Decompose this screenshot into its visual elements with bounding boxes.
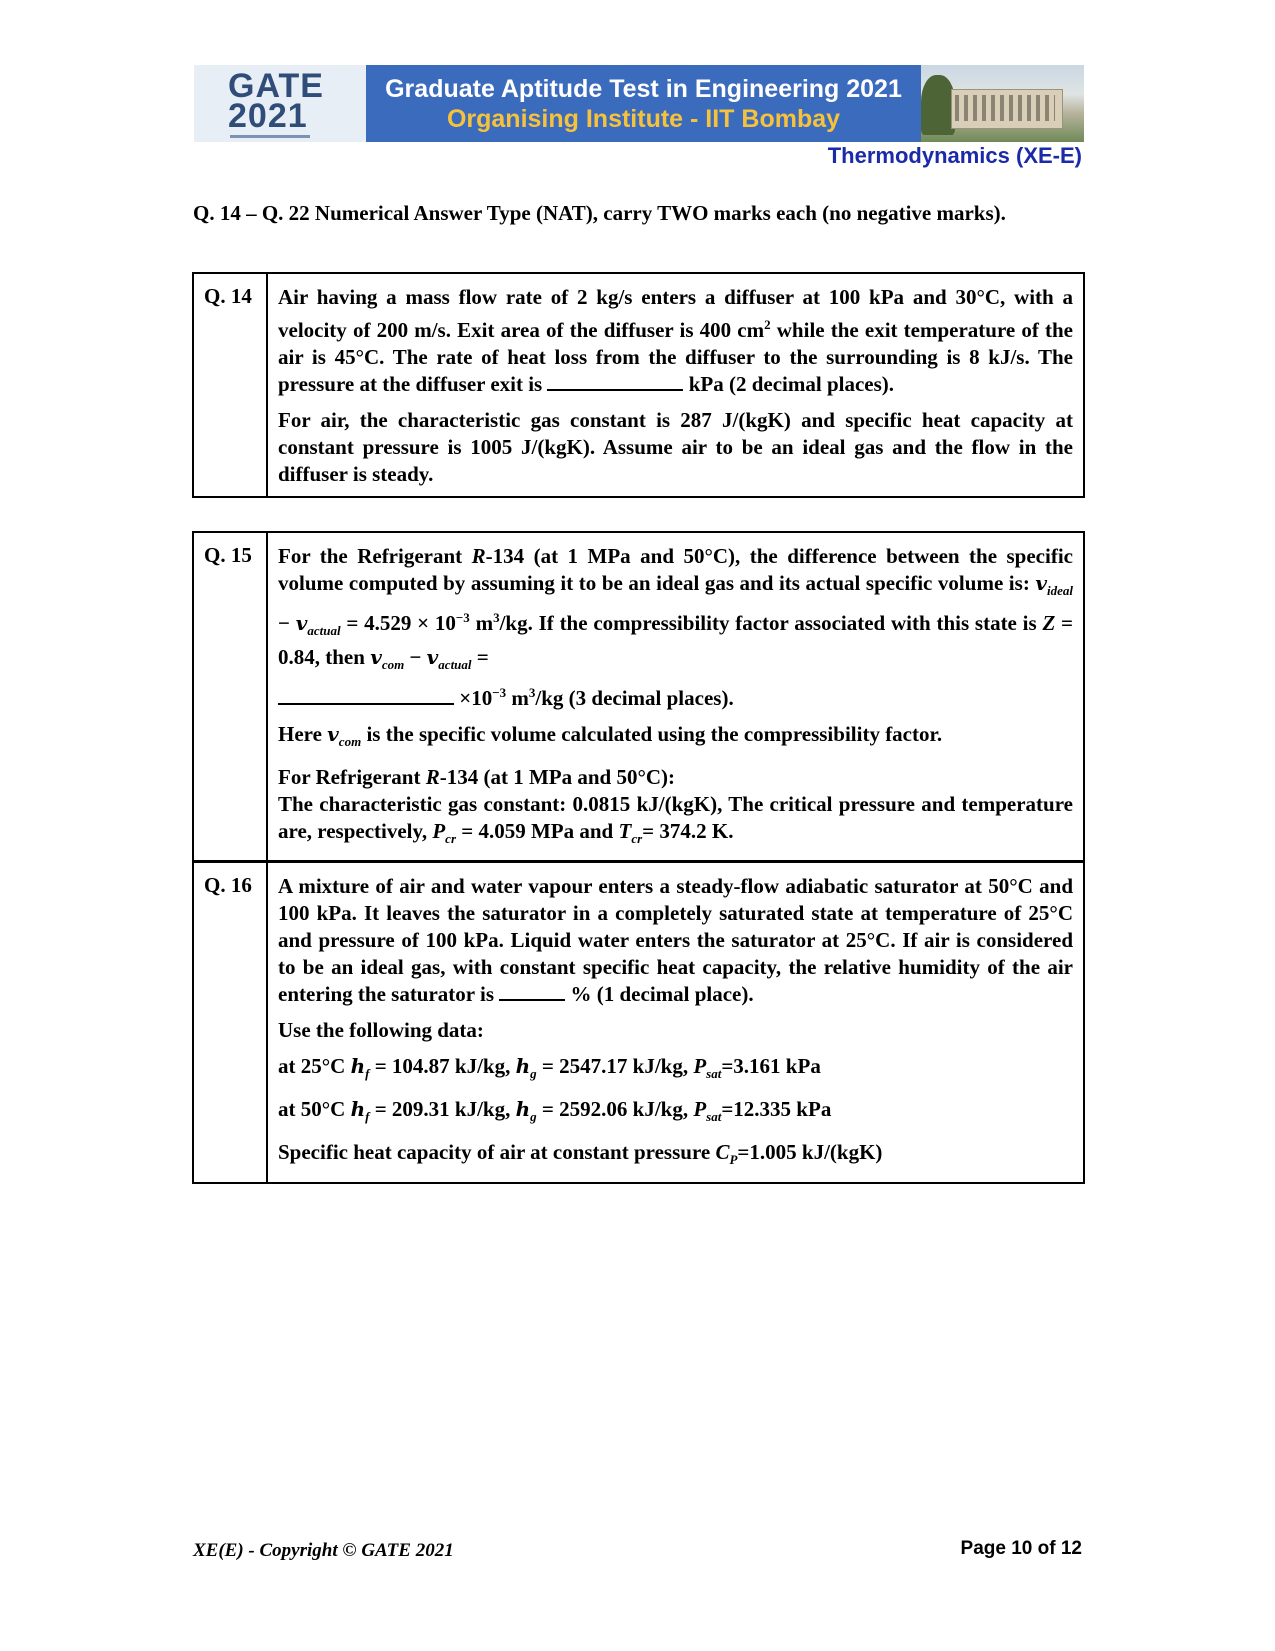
logo-gate-text: GATE <box>228 67 324 105</box>
banner-subtitle: Organising Institute - IIT Bombay <box>446 104 841 133</box>
logo-tagline-bar <box>230 135 310 138</box>
question-body <box>268 533 1083 860</box>
data-row-cp: Specific heat capacity of air at constant pressure $C_P=1.005$ kJ/(kgK) <box>278 1140 883 1168</box>
footer-page-number: Page 10 of 12 <box>960 1538 1082 1559</box>
question-number: Q. 14 <box>194 274 268 496</box>
institute-building-image <box>921 65 1084 142</box>
question-data: For Refrigerant R-134 (at 1 MPa and 50°C): The characteristic gas constant: 0.0815 kJ/(kgK), The critical pressure and temperature are, respectively, $P_{cr} = 4.059$ MPa and $T_{cr}= 374.2$ K. <box>278 764 1073 846</box>
question-body <box>268 274 1083 496</box>
question-number: Q. 16 <box>194 863 268 1182</box>
data-row-25c: at 25°C $h_f = 104.87$ kJ/kg, $h_g = 2547.17$ kJ/kg, $P_{sat}=3.161$ kPa <box>278 1054 821 1082</box>
answer-blank[interactable] <box>278 685 454 705</box>
banner-title: Graduate Aptitude Test in Engineering 2021 <box>385 74 902 103</box>
header-banner <box>194 65 1084 142</box>
question-14 <box>192 272 1085 498</box>
question-15 <box>192 531 1085 862</box>
data-row-50c: at 50°C $h_f = 209.31$ kJ/kg, $h_g = 2592.06$ kJ/kg, $P_{sat}=12.335$ kPa <box>278 1097 832 1125</box>
answer-blank[interactable] <box>547 371 683 391</box>
question-16 <box>192 861 1085 1184</box>
footer-copyright: XE(E) - Copyright © GATE 2021 <box>193 1540 454 1561</box>
question-number: Q. 15 <box>194 533 268 860</box>
question-statement: Air having a mass flow rate of 2 kg/s enters a diffuser at 100 kPa and 30°C, with a velocity of 200 m/s. Exit area of the diffuser is 400 $cm^2$ while the exit temperature of the air is 45°C. The rate of heat loss from the diffuser to the surrounding is 8 kJ/s. The pressure at the diffuser exit is kPa (2 decimal places). <box>278 285 1073 396</box>
question-statement: A mixture of air and water vapour enters a steady-flow adiabatic saturator at 50°C and 100 kPa. It leaves the saturator in a completely saturated state at temperature of 25°C and pressure of 100 kPa. Liquid water enters the saturator at 25°C. If air is considered to be an ideal gas, with constant specific heat capacity, the relative humidity of the air entering the saturator is % (1 decimal place). <box>278 874 1073 1006</box>
question-note: Here $v_{com}$ is the specific volume calculated using the compressibility factor. <box>278 721 943 749</box>
question-data: For air, the characteristic gas constant is 287 J/(kgK) and specific heat capacity at constant pressure is 1005 J/(kgK). Assume air to be an ideal gas and the flow in the diffuser is steady. <box>278 408 1073 486</box>
building-windows <box>955 95 1055 121</box>
question-body <box>268 863 1083 1182</box>
question-statement: For the Refrigerant R-134 (at 1 MPa and 50°C), the difference between the specific volume computed by assuming it to be an ideal gas and its actual specific volume is: $v_{ideal} - v_{actual} = 4.529 \times 10^{-3}$ $m^3/kg$. If the compressibility factor associated with this state is Z = 0.84, then $v_{com} - v_{actual}$ = $\times 10^{-3}$ $m^3/kg$ (3 decimal places). <box>278 544 1074 710</box>
data-heading: Use the following data: <box>278 1018 484 1042</box>
banner-title-block <box>366 65 921 142</box>
subject-title: Thermodynamics (XE-E) <box>827 143 1082 168</box>
gate-logo <box>194 65 366 142</box>
logo-year-text: 2021 <box>228 97 308 135</box>
section-instructions: Q. 14 – Q. 22 Numerical Answer Type (NAT), carry TWO marks each (no negative marks). <box>193 201 1006 225</box>
tree-shape <box>921 75 955 135</box>
answer-blank[interactable] <box>499 981 565 1001</box>
